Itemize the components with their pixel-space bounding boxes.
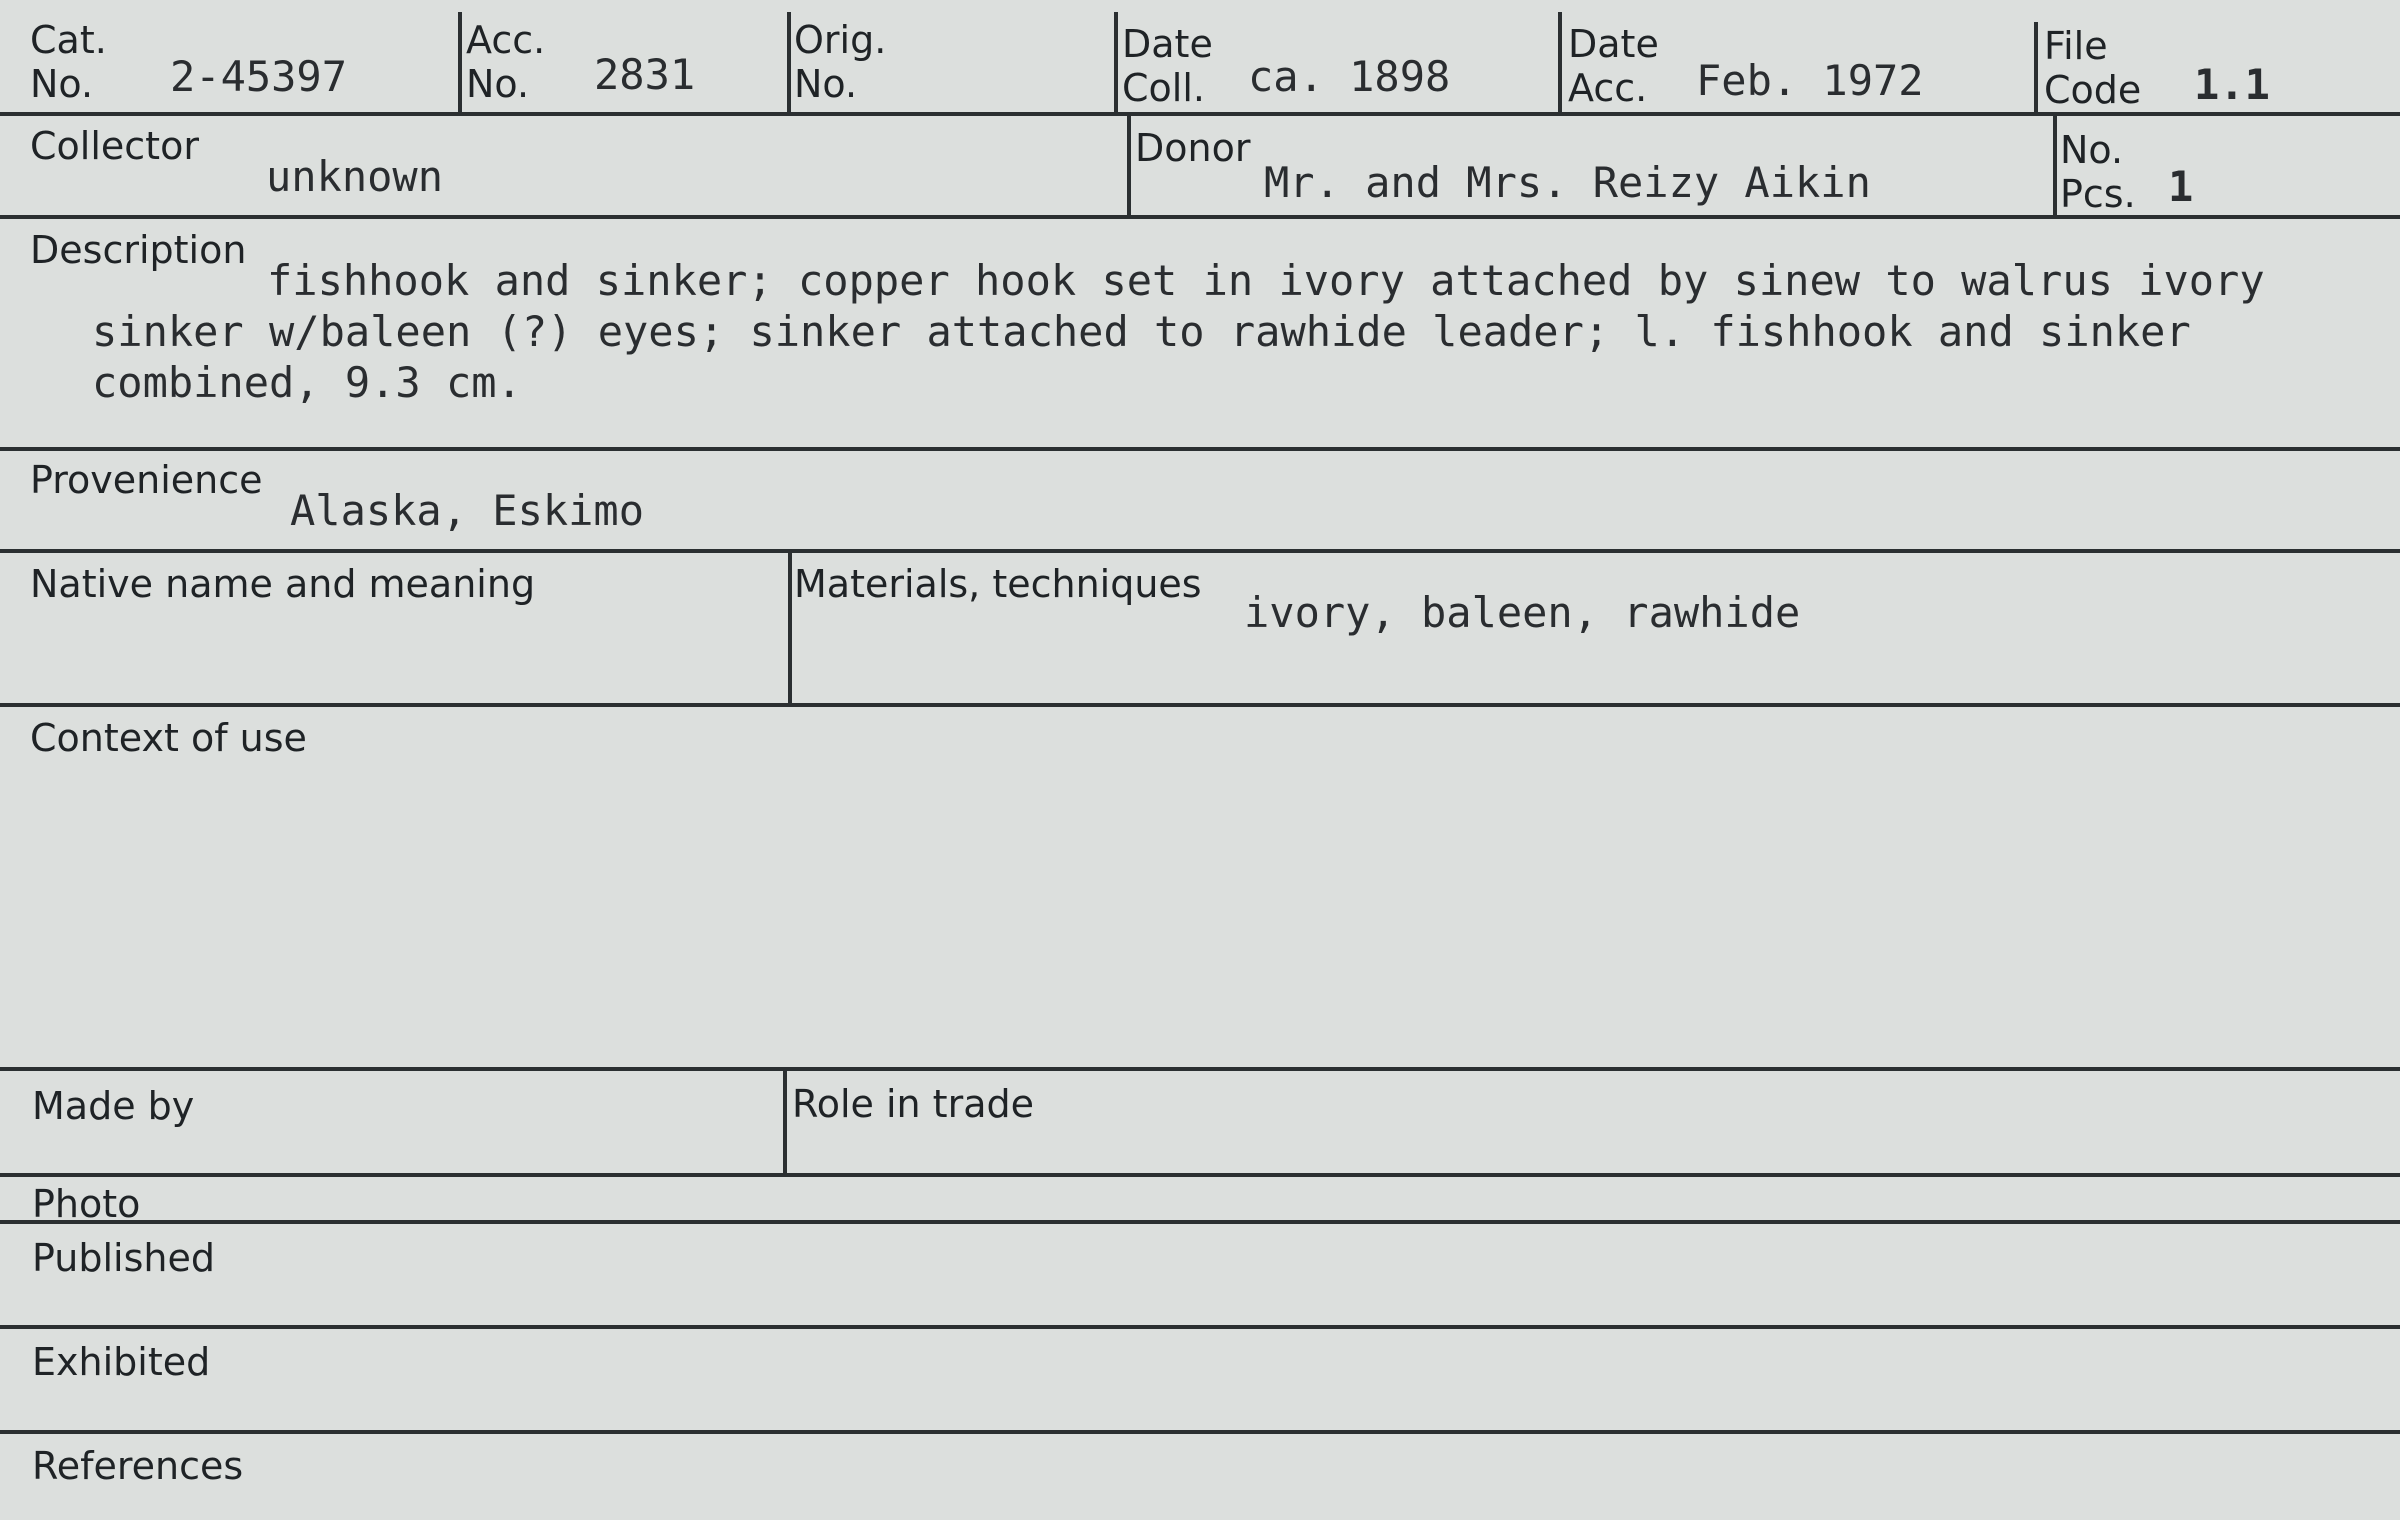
file-code-label-line1: File [2044,24,2108,68]
date-acc-label-line1: Date [1568,22,1659,66]
exhibited-label: Exhibited [32,1340,211,1384]
materials-value: ivory, baleen, rawhide [1244,588,1801,637]
orig-label-line1: Orig. [794,18,887,62]
date-accessioned-value: Feb. 1972 [1696,56,1924,105]
rule-provenience-bottom [0,549,2400,553]
rule-madeby-bottom [0,1173,2400,1177]
orig-label-line2: No. [794,62,858,106]
divider-datecoll-dateacc [1558,12,1562,114]
pieces-label-line2: Pcs. [2060,172,2136,216]
pieces-count-value: 1 [2168,162,2194,211]
date-collected-value: ca. 1898 [1248,52,1451,101]
divider-collector-donor [1127,114,1131,217]
divider-madeby-role [783,1069,787,1175]
native-name-label: Native name and meaning [30,562,536,606]
role-in-trade-label: Role in trade [792,1082,1034,1126]
donor-label: Donor [1135,126,1251,170]
cat-label-line2: No. [30,62,94,106]
acc-number-value: 2831 [594,50,696,99]
provenience-label: Provenience [30,458,263,502]
divider-dateacc-file [2034,22,2038,114]
file-code-value: 1.1 [2194,60,2270,109]
date-acc-label-line2: Acc. [1568,66,1648,110]
donor-value: Mr. and Mrs. Reizy Aikin [1264,158,1871,207]
rule-context-bottom [0,1067,2400,1071]
collector-value: unknown [266,152,444,201]
file-code-label-line2: Code [2044,68,2142,112]
pieces-label-line1: No. [2060,128,2124,172]
rule-photo-bottom [0,1220,2400,1224]
published-label: Published [32,1236,215,1280]
collector-label: Collector [30,124,199,168]
divider-cat-acc [458,12,462,114]
description-value: fishhook and sinker; copper hook set in ivory attached by sinew to walrus ivory sinker w/baleen (?) eyes; sinker attached to rawhide leader; l. fishhook and sinker combined, 9.3 cm. [92,256,2265,407]
divider-native-materials [788,549,792,705]
acc-label-line1: Acc. [466,18,546,62]
date-coll-label-line2: Coll. [1122,66,1205,110]
description-label: Description [30,228,247,272]
divider-donor-pcs [2053,114,2057,217]
divider-acc-orig [787,12,791,114]
materials-label: Materials, techniques [794,562,1202,606]
photo-label: Photo [32,1182,141,1226]
rule-exhibited-bottom [0,1430,2400,1434]
made-by-label: Made by [32,1084,195,1128]
date-coll-label-line1: Date [1122,22,1213,66]
references-label: References [32,1444,244,1488]
rule-published-bottom [0,1325,2400,1329]
context-of-use-label: Context of use [30,716,307,760]
rule-collector-bottom [0,215,2400,219]
acc-label-line2: No. [466,62,530,106]
rule-header-bottom [0,112,2400,116]
cat-label-line1: Cat. [30,18,107,62]
rule-description-bottom [0,447,2400,451]
provenience-value: Alaska, Eskimo [290,486,645,535]
rule-materials-bottom [0,703,2400,707]
cat-number-value: 2-45397 [170,52,348,101]
divider-orig-datecoll [1114,12,1118,114]
